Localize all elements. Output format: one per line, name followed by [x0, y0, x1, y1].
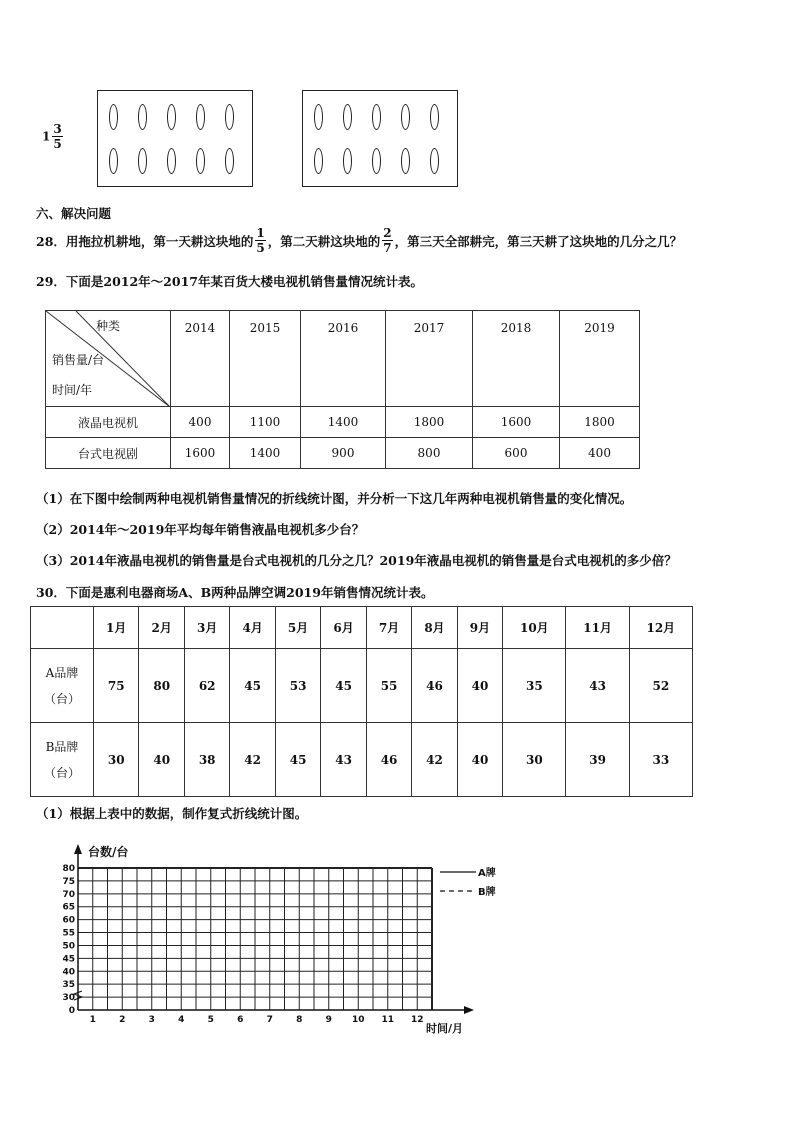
year-cell: 2015 [230, 311, 301, 407]
table-cell: 42 [412, 723, 457, 797]
month-header: 12月 [629, 607, 692, 649]
year-cell: 2016 [301, 311, 386, 407]
q28-fraction-2 [382, 226, 392, 255]
table-row [46, 407, 640, 438]
table-cell: 43 [321, 723, 366, 797]
oval-shape [109, 148, 118, 174]
month-header: 11月 [566, 607, 629, 649]
table-cell: 1600 [171, 438, 230, 469]
month-header: 6月 [321, 607, 366, 649]
oval-shape [225, 148, 234, 174]
oval-shape [138, 104, 147, 130]
brand-label: A品牌 [45, 665, 79, 680]
legend-label-a: A牌 [478, 868, 496, 879]
y-tick-label: 50 [62, 941, 75, 952]
mixed-whole: 1 [42, 129, 51, 144]
oval-shape [372, 104, 381, 130]
x-axis-title: 时间/月 [426, 1022, 464, 1035]
table-cell: 800 [386, 438, 473, 469]
oval-shape [430, 148, 439, 174]
x-tick-label: 6 [237, 1015, 244, 1025]
table-cell: 40 [457, 723, 502, 797]
mixed-numerator: 3 [53, 122, 62, 136]
year-cell: 2017 [386, 311, 473, 407]
table-cell: 1800 [386, 407, 473, 438]
question-28 [36, 226, 682, 255]
table-cell: 40 [139, 723, 184, 797]
month-header: 4月 [230, 607, 275, 649]
year-cell: 2014 [171, 311, 230, 407]
y-tick-label: 65 [62, 902, 75, 913]
y-axis-title: 台数/台 [88, 845, 129, 859]
x-tick-label: 3 [148, 1015, 155, 1025]
x-tick-label: 10 [351, 1015, 365, 1025]
month-header: 2月 [139, 607, 184, 649]
table-cell: 35 [503, 649, 566, 723]
ac-sales-table [30, 606, 693, 797]
table-cell: 43 [566, 649, 629, 723]
y-tick-label: 40 [62, 967, 75, 978]
oval-shape [430, 104, 439, 130]
month-header: 5月 [275, 607, 320, 649]
year-cell: 2018 [473, 311, 560, 407]
oval-shape [138, 148, 147, 174]
table-cell: 900 [301, 438, 386, 469]
q29-sub1: （1）在下图中绘制两种电视机销售量情况的折线统计图，并分析一下这几年两种电视机销售量的变化情况。 [36, 491, 633, 506]
table-cell: 30 [94, 723, 139, 797]
oval-shape [314, 148, 323, 174]
table-cell: 52 [629, 649, 692, 723]
q28-frac1-den: 5 [256, 241, 265, 255]
y-tick-label: 35 [62, 980, 75, 991]
row-label [31, 649, 94, 723]
table-row [46, 438, 640, 469]
x-axis-arrow [464, 1006, 474, 1014]
x-tick-label: 11 [381, 1015, 395, 1025]
q29-sub2: （2）2014年～2019年平均每年销售液晶电视机多少台？ [36, 522, 365, 537]
table-cell: 600 [473, 438, 560, 469]
row-label: 台式电视剧 [46, 438, 171, 469]
q28-frac2-num: 2 [383, 226, 392, 240]
section-title: 六、解决问题 [36, 206, 112, 221]
oval-shape [167, 148, 176, 174]
table-cell: 1400 [301, 407, 386, 438]
x-tick-label: 9 [325, 1015, 332, 1025]
unit-label: （台） [43, 765, 80, 780]
legend-label-b: B牌 [478, 887, 496, 898]
row-label [31, 723, 94, 797]
y-tick-label: 60 [62, 915, 75, 926]
header-time: 时间/年 [52, 383, 93, 397]
month-header: 3月 [184, 607, 229, 649]
table-cell: 45 [230, 649, 275, 723]
y-tick-label: 80 [62, 864, 75, 874]
table-cell: 80 [139, 649, 184, 723]
table-cell: 1800 [560, 407, 640, 438]
mixed-fraction [52, 122, 62, 151]
q29-title: 29．下面是2012年～2017年某百货大楼电视机销售量情况统计表。 [36, 274, 423, 289]
oval-shape [343, 148, 352, 174]
y-tick-label: 0 [68, 1006, 75, 1016]
oval-shape [109, 104, 118, 130]
table-cell: 30 [503, 723, 566, 797]
q28-prefix: 28．用拖拉机耕地，第一天耕这块地的 [36, 233, 254, 249]
q29-sub3: （3）2014年液晶电视机的销售量是台式电视机的几分之几？2019年液晶电视机的销售量是台式电视机的多少倍？ [36, 553, 677, 568]
header-sales: 销售量/台 [52, 353, 105, 367]
table-cell: 40 [457, 649, 502, 723]
mixed-number [42, 122, 65, 151]
y-tick-label: 45 [62, 954, 75, 965]
x-tick-label: 4 [178, 1015, 185, 1025]
y-tick-label: 30 [62, 993, 75, 1004]
x-tick-label: 12 [410, 1015, 424, 1025]
x-tick-label: 7 [266, 1015, 273, 1025]
tv-sales-table [45, 310, 640, 469]
table-cell: 400 [560, 438, 640, 469]
month-header: 9月 [457, 607, 502, 649]
x-tick-label: 2 [119, 1015, 126, 1025]
oval-shape [401, 148, 410, 174]
x-tick-label: 1 [89, 1015, 96, 1025]
y-axis-arrow [74, 844, 82, 854]
q28-middle: ，第二天耕这块地的 [267, 233, 381, 249]
brand-label: B品牌 [45, 739, 79, 754]
month-header: 8月 [412, 607, 457, 649]
table-cell: 46 [412, 649, 457, 723]
table-cell: 33 [629, 723, 692, 797]
table-cell: 42 [230, 723, 275, 797]
q28-fraction-1 [255, 226, 265, 255]
q28-frac2-den: 7 [383, 241, 392, 255]
oval-shape [343, 104, 352, 130]
q30-title: 30．下面是惠利电器商场A、B两种品牌空调2019年销售情况统计表。 [36, 585, 434, 600]
table-cell: 38 [184, 723, 229, 797]
corner-cell [31, 607, 94, 649]
x-tick-label: 5 [207, 1015, 214, 1025]
table-cell: 1600 [473, 407, 560, 438]
table-cell: 1400 [230, 438, 301, 469]
oval-shape [401, 104, 410, 130]
y-tick-label: 75 [62, 876, 75, 887]
oval-shape [167, 104, 176, 130]
month-header: 1月 [94, 607, 139, 649]
month-header: 10月 [503, 607, 566, 649]
q30-sub1: （1）根据上表中的数据，制作复式折线统计图。 [36, 806, 308, 821]
axis-break [74, 991, 82, 1000]
table-cell: 45 [321, 649, 366, 723]
y-tick-label: 70 [62, 889, 75, 900]
table-cell: 400 [171, 407, 230, 438]
oval-shape [196, 148, 205, 174]
table-cell: 62 [184, 649, 229, 723]
table-cell: 45 [275, 723, 320, 797]
table-cell: 39 [566, 723, 629, 797]
y-tick-label: 55 [62, 928, 75, 939]
row-label: 液晶电视机 [46, 407, 171, 438]
x-tick-label: 8 [296, 1015, 303, 1025]
oval-shape [372, 148, 381, 174]
diagonal-header-cell [46, 311, 171, 407]
header-kind: 种类 [96, 319, 121, 333]
table-cell: 53 [275, 649, 320, 723]
table-cell: 55 [366, 649, 411, 723]
month-header: 7月 [366, 607, 411, 649]
unit-label: （台） [43, 691, 80, 706]
table-cell: 75 [94, 649, 139, 723]
oval-shape [196, 104, 205, 130]
mixed-denominator: 5 [53, 137, 62, 151]
q28-suffix: ，第三天全部耕完，第三天耕了这块地的几分之几？ [394, 233, 683, 249]
year-cell: 2019 [560, 311, 640, 407]
oval-shape [225, 104, 234, 130]
q28-frac1-num: 1 [256, 226, 265, 240]
oval-shape [314, 104, 323, 130]
line-chart-grid [40, 838, 560, 1038]
table-cell: 1100 [230, 407, 301, 438]
table-cell: 46 [366, 723, 411, 797]
